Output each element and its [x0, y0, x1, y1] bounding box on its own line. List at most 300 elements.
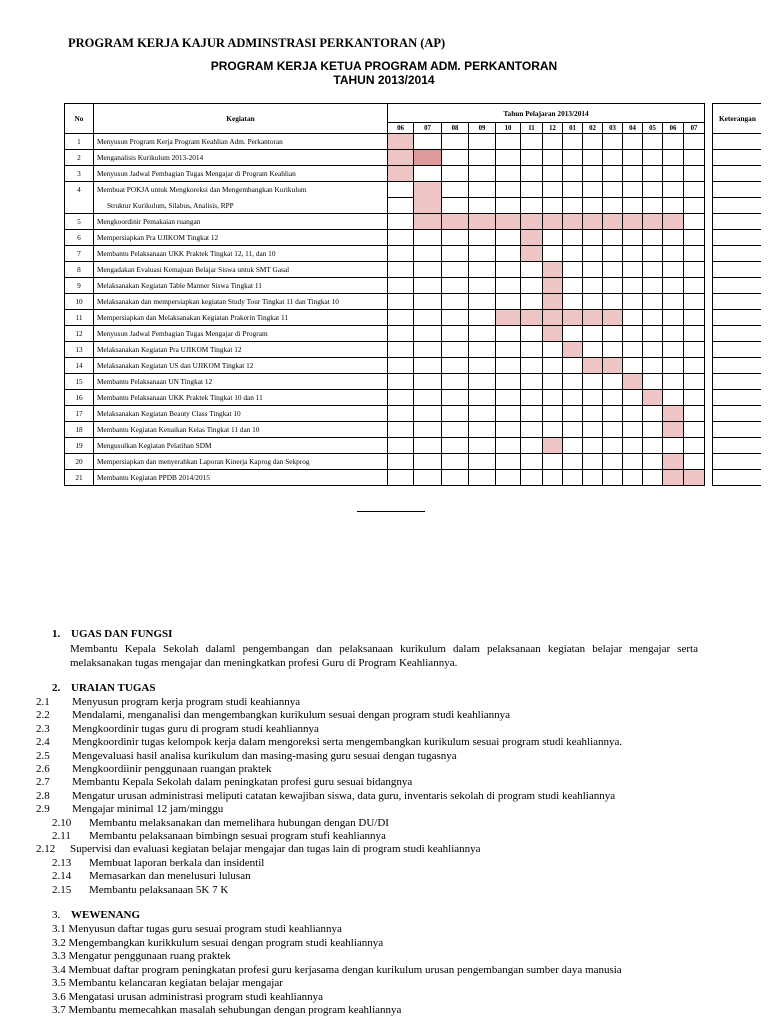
- timeline-cell: [543, 166, 563, 182]
- timeline-cell: [543, 134, 563, 150]
- timeline-cell: [563, 246, 583, 262]
- timeline-cell: [684, 358, 705, 374]
- timeline-cell: [496, 246, 521, 262]
- timeline-cell: [496, 262, 521, 278]
- timeline-cell: [563, 342, 583, 358]
- timeline-cell: [496, 374, 521, 390]
- timeline-cell: [643, 182, 663, 198]
- timeline-cell: [469, 422, 496, 438]
- authority-item: 3.4 Membuat daftar program peningkatan profesi guru kerjasama dengan kurikulum urusan pengembangan sumber daya manusia: [52, 963, 622, 976]
- timeline-cell: [388, 150, 414, 166]
- timeline-cell: [414, 230, 442, 246]
- month-header: 09: [469, 123, 496, 134]
- authority-item: 3.1 Menyusun daftar tugas guru sesuai program studi keahliannya: [52, 923, 342, 935]
- section-1-title: UGAS DAN FUNGSI: [71, 628, 173, 640]
- timeline-cell: [583, 150, 603, 166]
- activity-cell: Menyusun Jadwal Pembagian Tugas Mengajar di Program: [94, 326, 388, 342]
- timeline-cell: [563, 230, 583, 246]
- timeline-cell: [643, 342, 663, 358]
- timeline-cell: [684, 374, 705, 390]
- timeline-cell: [496, 310, 521, 326]
- row-number: 16: [65, 390, 94, 406]
- timeline-cell: [543, 198, 563, 214]
- timeline-cell: [496, 358, 521, 374]
- row-number: 5: [65, 214, 94, 230]
- timeline-cell: [521, 406, 543, 422]
- timeline-cell: [521, 454, 543, 470]
- timeline-cell: [388, 422, 414, 438]
- timeline-cell: [603, 198, 623, 214]
- timeline-cell: [469, 374, 496, 390]
- timeline-cell: [496, 390, 521, 406]
- timeline-cell: [442, 182, 469, 198]
- column-header-tahun: Tahun Pelajaran 2013/2014: [388, 104, 705, 123]
- timeline-cell: [583, 374, 603, 390]
- activity-cell: Melaksanakan Kegiatan Beauty Class Tingkat 10: [94, 406, 388, 422]
- task-text: Membantu pelaksanaan bimbingn sesuai program stufi keahliannya: [89, 830, 386, 842]
- timeline-cell: [643, 310, 663, 326]
- timeline-cell: [603, 454, 623, 470]
- timeline-cell: [583, 134, 603, 150]
- timeline-cell: [603, 166, 623, 182]
- timeline-cell: [521, 278, 543, 294]
- task-text: Mengevaluasi hasil analisa kurikulum dan masing-masing guru sesuai dengan tugasnya: [72, 749, 457, 762]
- timeline-cell: [521, 262, 543, 278]
- keterangan-cell: [713, 326, 761, 342]
- timeline-cell: [583, 182, 603, 198]
- timeline-cell: [603, 358, 623, 374]
- timeline-cell: [623, 294, 643, 310]
- month-header: 10: [496, 123, 521, 134]
- row-number: 17: [65, 406, 94, 422]
- timeline-cell: [414, 214, 442, 230]
- timeline-cell: [643, 438, 663, 454]
- timeline-cell: [469, 166, 496, 182]
- timeline-cell: [469, 150, 496, 166]
- timeline-cell: [583, 246, 603, 262]
- timeline-cell: [684, 422, 705, 438]
- timeline-cell: [603, 326, 623, 342]
- row-number: 18: [65, 422, 94, 438]
- row-number: 19: [65, 438, 94, 454]
- month-header: 08: [442, 123, 469, 134]
- timeline-cell: [521, 422, 543, 438]
- keterangan-cell: [713, 406, 761, 422]
- timeline-cell: [684, 134, 705, 150]
- activity-cell: Menyusun Program Kerja Program Keahlian Adm. Perkantoran: [94, 134, 388, 150]
- timeline-cell: [663, 166, 684, 182]
- timeline-cell: [469, 294, 496, 310]
- timeline-cell: [643, 278, 663, 294]
- timeline-cell: [603, 182, 623, 198]
- timeline-cell: [388, 438, 414, 454]
- activity-cell: Membantu Pelaksanaan UKK Praktek Tingkat 12, 11, dan 10: [94, 246, 388, 262]
- month-header: 06: [663, 123, 684, 134]
- timeline-cell: [543, 390, 563, 406]
- timeline-cell: [563, 278, 583, 294]
- timeline-cell: [442, 214, 469, 230]
- task-number: 2.11: [52, 830, 71, 842]
- keterangan-cell: [713, 390, 761, 406]
- timeline-cell: [442, 470, 469, 486]
- timeline-cell: [521, 342, 543, 358]
- column-header-no: No: [65, 104, 94, 134]
- timeline-cell: [543, 342, 563, 358]
- timeline-cell: [414, 150, 442, 166]
- timeline-cell: [563, 182, 583, 198]
- timeline-cell: [643, 262, 663, 278]
- row-number: 1: [65, 134, 94, 150]
- keterangan-cell: [713, 374, 761, 390]
- timeline-cell: [388, 134, 414, 150]
- row-number: 20: [65, 454, 94, 470]
- keterangan-cell: [713, 214, 761, 230]
- timeline-cell: [469, 390, 496, 406]
- month-header: 03: [603, 123, 623, 134]
- timeline-cell: [623, 182, 643, 198]
- timeline-cell: [684, 214, 705, 230]
- table-row: [65, 278, 761, 294]
- timeline-cell: [643, 294, 663, 310]
- timeline-cell: [543, 294, 563, 310]
- activity-cell: Mempersiapkan dan menyerahkan Laporan Kinerja Kaprog dan Sekprog: [94, 454, 388, 470]
- timeline-cell: [521, 166, 543, 182]
- timeline-cell: [388, 214, 414, 230]
- table-row: [65, 262, 761, 278]
- timeline-cell: [583, 342, 603, 358]
- table-row: [65, 198, 761, 214]
- timeline-cell: [543, 278, 563, 294]
- timeline-cell: [603, 278, 623, 294]
- table-row: [65, 166, 761, 182]
- task-text: Membuat laporan berkala dan insidentil: [89, 856, 265, 869]
- timeline-cell: [521, 294, 543, 310]
- timeline-cell: [563, 150, 583, 166]
- timeline-cell: [496, 278, 521, 294]
- timeline-cell: [442, 422, 469, 438]
- timeline-cell: [563, 326, 583, 342]
- timeline-cell: [543, 470, 563, 486]
- timeline-cell: [563, 294, 583, 310]
- timeline-cell: [623, 374, 643, 390]
- timeline-cell: [623, 150, 643, 166]
- task-text: Memasarkan dan menelusuri lulusan: [89, 870, 251, 883]
- timeline-cell: [603, 150, 623, 166]
- timeline-cell: [414, 166, 442, 182]
- task-text: Membantu Kepala Sekolah dalam peningkatan profesi guru sesuai bidangnya: [72, 776, 413, 789]
- timeline-cell: [414, 198, 442, 214]
- timeline-cell: [663, 214, 684, 230]
- table-subtitle: TAHUN 2013/2014: [333, 73, 435, 87]
- task-text: Mengatur urusan administrasi meliputi catatan kewajiban siswa, data guru, inventaris sekolah di program studi keahliannya: [72, 789, 616, 802]
- timeline-cell: [643, 358, 663, 374]
- timeline-cell: [684, 390, 705, 406]
- timeline-cell: [521, 310, 543, 326]
- timeline-cell: [663, 326, 684, 342]
- timeline-cell: [388, 182, 414, 198]
- timeline-cell: [663, 310, 684, 326]
- timeline-cell: [388, 246, 414, 262]
- timeline-cell: [583, 310, 603, 326]
- row-number: 6: [65, 230, 94, 246]
- table-row: [65, 310, 761, 326]
- timeline-cell: [496, 182, 521, 198]
- timeline-cell: [442, 150, 469, 166]
- timeline-cell: [521, 470, 543, 486]
- timeline-cell: [442, 374, 469, 390]
- timeline-cell: [388, 326, 414, 342]
- timeline-cell: [663, 422, 684, 438]
- timeline-cell: [583, 326, 603, 342]
- table-row: [65, 214, 761, 230]
- timeline-cell: [496, 342, 521, 358]
- timeline-cell: [583, 454, 603, 470]
- timeline-cell: [603, 134, 623, 150]
- authority-item: 3.6 Mengatasi urusan administrasi program studi keahliannya: [52, 990, 323, 1003]
- timeline-cell: [442, 198, 469, 214]
- row-number: [65, 198, 94, 214]
- timeline-cell: [623, 470, 643, 486]
- timeline-cell: [414, 182, 442, 198]
- timeline-cell: [643, 150, 663, 166]
- timeline-cell: [583, 278, 603, 294]
- timeline-cell: [643, 470, 663, 486]
- keterangan-cell: [713, 294, 761, 310]
- timeline-cell: [469, 454, 496, 470]
- table-row: [65, 182, 761, 198]
- row-number: 2: [65, 150, 94, 166]
- timeline-cell: [623, 390, 643, 406]
- timeline-cell: [663, 182, 684, 198]
- keterangan-cell: [713, 438, 761, 454]
- timeline-cell: [496, 166, 521, 182]
- month-header: 06: [388, 123, 414, 134]
- timeline-cell: [388, 310, 414, 326]
- timeline-cell: [663, 246, 684, 262]
- document-heading: PROGRAM KERJA KAJUR ADMINSTRASI PERKANTORAN (AP): [68, 36, 446, 50]
- timeline-cell: [663, 278, 684, 294]
- timeline-cell: [469, 246, 496, 262]
- timeline-cell: [388, 278, 414, 294]
- keterangan-cell: [713, 134, 761, 150]
- timeline-cell: [414, 294, 442, 310]
- timeline-cell: [603, 470, 623, 486]
- activity-cell: Melaksanakan Kegiatan Table Manner Siswa Tingkat 11: [94, 278, 388, 294]
- timeline-cell: [388, 230, 414, 246]
- keterangan-cell: [713, 422, 761, 438]
- timeline-cell: [623, 214, 643, 230]
- timeline-cell: [583, 358, 603, 374]
- timeline-cell: [603, 246, 623, 262]
- section-3-number: 3.: [52, 909, 61, 921]
- table-row: [65, 438, 761, 454]
- keterangan-cell: [713, 150, 761, 166]
- timeline-cell: [496, 198, 521, 214]
- table-row: [65, 358, 761, 374]
- timeline-cell: [496, 230, 521, 246]
- timeline-cell: [684, 262, 705, 278]
- column-header-kegiatan: Kegiatan: [94, 104, 388, 134]
- activity-cell: Struktur Kurikulum, Silabus, Analisis, RPP: [94, 198, 388, 214]
- row-number: 11: [65, 310, 94, 326]
- month-header: 07: [414, 123, 442, 134]
- timeline-cell: [684, 342, 705, 358]
- timeline-cell: [543, 406, 563, 422]
- timeline-cell: [623, 422, 643, 438]
- timeline-cell: [469, 470, 496, 486]
- timeline-cell: [603, 374, 623, 390]
- timeline-cell: [388, 374, 414, 390]
- month-header: 04: [623, 123, 643, 134]
- task-number: 2.12: [36, 843, 56, 856]
- timeline-cell: [521, 230, 543, 246]
- timeline-cell: [603, 422, 623, 438]
- task-number: 2.3: [36, 722, 50, 735]
- timeline-cell: [414, 358, 442, 374]
- keterangan-cell: [713, 198, 761, 214]
- timeline-cell: [543, 454, 563, 470]
- keterangan-cell: [713, 166, 761, 182]
- timeline-cell: [684, 246, 705, 262]
- timeline-cell: [684, 278, 705, 294]
- timeline-cell: [442, 390, 469, 406]
- timeline-cell: [663, 134, 684, 150]
- timeline-cell: [521, 438, 543, 454]
- month-header: 12: [543, 123, 563, 134]
- timeline-cell: [663, 390, 684, 406]
- timeline-cell: [623, 438, 643, 454]
- timeline-cell: [684, 326, 705, 342]
- timeline-cell: [583, 422, 603, 438]
- timeline-cell: [563, 310, 583, 326]
- timeline-cell: [583, 390, 603, 406]
- timeline-cell: [388, 358, 414, 374]
- timeline-cell: [414, 422, 442, 438]
- row-number: 12: [65, 326, 94, 342]
- table-title: PROGRAM KERJA KETUA PROGRAM ADM. PERKANTORAN: [210, 59, 558, 73]
- timeline-cell: [663, 406, 684, 422]
- month-header: 02: [583, 123, 603, 134]
- task-number: 2.4: [36, 736, 50, 749]
- timeline-cell: [469, 134, 496, 150]
- month-header: 01: [563, 123, 583, 134]
- table-row: [65, 326, 761, 342]
- timeline-cell: [543, 182, 563, 198]
- timeline-cell: [496, 422, 521, 438]
- row-number: 21: [65, 470, 94, 486]
- timeline-cell: [563, 422, 583, 438]
- timeline-cell: [442, 294, 469, 310]
- authority-item: 3.2 Mengembangkan kurikkulum sesuai dengan program studi keahliannya: [52, 936, 384, 949]
- timeline-cell: [388, 406, 414, 422]
- timeline-cell: [663, 374, 684, 390]
- timeline-cell: [603, 310, 623, 326]
- timeline-cell: [469, 214, 496, 230]
- timeline-cell: [643, 166, 663, 182]
- timeline-cell: [563, 358, 583, 374]
- timeline-cell: [543, 438, 563, 454]
- timeline-cell: [521, 214, 543, 230]
- section-1-text: Membantu Kepala Sekolah dalaml pengembangan dan pelaksanaan kurikulum dalam pelaksanaan kegiatan belajar mengajar serta melaksanakan tugas mengajar dan meningkatkan profesi Guru di Program Keahliannya.: [70, 643, 698, 669]
- timeline-cell: [414, 390, 442, 406]
- timeline-cell: [563, 134, 583, 150]
- timeline-cell: [583, 470, 603, 486]
- timeline-cell: [623, 454, 643, 470]
- timeline-cell: [603, 294, 623, 310]
- timeline-cell: [388, 166, 414, 182]
- timeline-cell: [469, 230, 496, 246]
- timeline-cell: [442, 454, 469, 470]
- timeline-cell: [643, 214, 663, 230]
- timeline-cell: [603, 230, 623, 246]
- keterangan-cell: [713, 310, 761, 326]
- timeline-cell: [583, 262, 603, 278]
- task-text: Mengkoordiinir penggunaan ruangan praktek: [72, 763, 272, 775]
- timeline-cell: [603, 406, 623, 422]
- timeline-cell: [684, 150, 705, 166]
- timeline-cell: [663, 198, 684, 214]
- timeline-cell: [442, 230, 469, 246]
- task-text: Membantu melaksanakan dan memelihara hubungan dengan DU/DI: [89, 816, 389, 829]
- task-text: Membantu pelaksanaan 5K 7 K: [89, 883, 229, 896]
- timeline-cell: [469, 342, 496, 358]
- gantt-table: [64, 103, 761, 486]
- timeline-cell: [442, 406, 469, 422]
- timeline-cell: [663, 150, 684, 166]
- timeline-cell: [521, 182, 543, 198]
- timeline-cell: [643, 406, 663, 422]
- timeline-cell: [469, 310, 496, 326]
- timeline-cell: [684, 230, 705, 246]
- timeline-cell: [388, 390, 414, 406]
- keterangan-cell: [713, 454, 761, 470]
- timeline-cell: [583, 406, 603, 422]
- table-row: [65, 294, 761, 310]
- task-text: Supervisi dan evaluasi kegiatan belajar mengajar dan tugas lain di program studi keahliannya: [70, 843, 481, 856]
- row-number: 4: [65, 182, 94, 198]
- timeline-cell: [543, 374, 563, 390]
- activity-cell: Menganalisis Kurikulum 2013-2014: [94, 150, 388, 166]
- timeline-cell: [643, 390, 663, 406]
- timeline-cell: [521, 374, 543, 390]
- row-number: 7: [65, 246, 94, 262]
- table-row: [65, 342, 761, 358]
- timeline-cell: [496, 214, 521, 230]
- timeline-cell: [623, 166, 643, 182]
- task-number: 2.7: [36, 776, 50, 789]
- table-row: [65, 470, 761, 486]
- timeline-cell: [603, 438, 623, 454]
- timeline-cell: [469, 262, 496, 278]
- activity-cell: Menyusun Jadwal Pembagian Tugas Mengajar di Program Keahlian: [94, 166, 388, 182]
- timeline-cell: [543, 230, 563, 246]
- timeline-cell: [469, 198, 496, 214]
- timeline-cell: [521, 198, 543, 214]
- timeline-cell: [469, 182, 496, 198]
- activity-cell: Mengusulkan Kegiatan Pelatihan SDM: [94, 438, 388, 454]
- timeline-cell: [414, 454, 442, 470]
- task-text: Mendalami, menganalisi dan mengembangkan kurikulum sesuai dengan program studi keahliannya: [72, 709, 511, 722]
- timeline-cell: [414, 438, 442, 454]
- timeline-cell: [414, 262, 442, 278]
- section-2-number: 2.: [52, 682, 61, 694]
- task-number: 2.15: [52, 883, 72, 896]
- timeline-cell: [603, 390, 623, 406]
- timeline-cell: [663, 230, 684, 246]
- table-row: [65, 422, 761, 438]
- task-number: 2.2: [36, 709, 50, 722]
- timeline-cell: [496, 406, 521, 422]
